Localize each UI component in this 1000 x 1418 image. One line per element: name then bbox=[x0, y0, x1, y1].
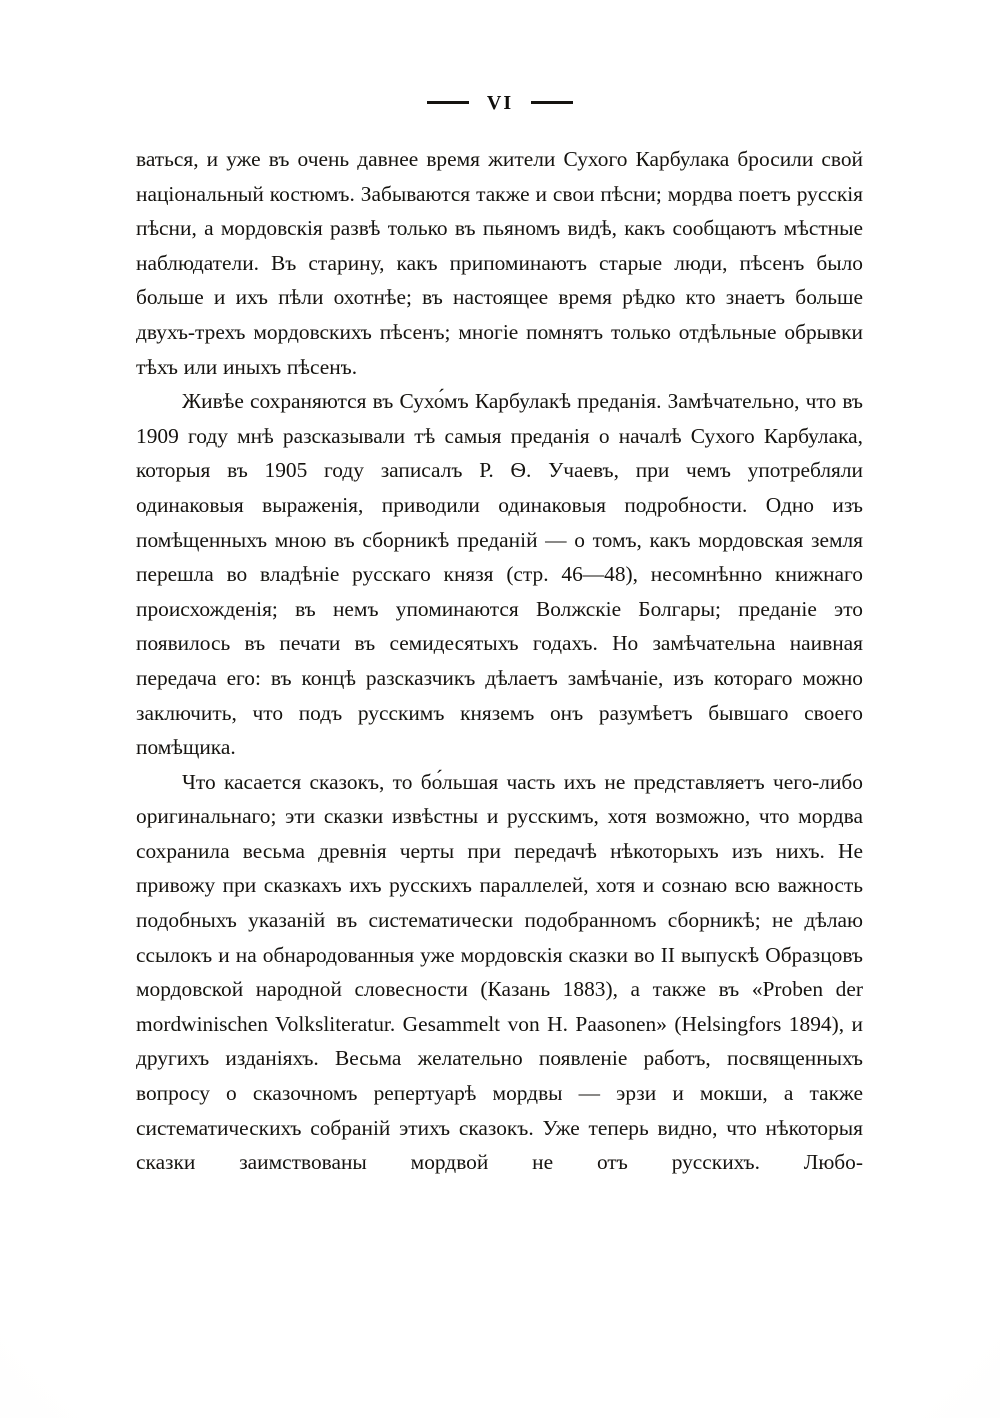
folio-rule-left bbox=[427, 101, 469, 104]
folio-rule-right bbox=[531, 101, 573, 104]
body-text-block bbox=[136, 142, 863, 1214]
body-paragraph-3: Что касается сказокъ, то бо́льшая часть ихъ не представляетъ чего-либо оригинальнаго; эти сказки извѣстны и русскимъ, хотя возможно, что мордва сохранила весьма древнія черты при передачѣ нѣкоторыхъ изъ нихъ. Не привожу при сказкахъ ихъ русскихъ параллелей, хотя и сознаю всю важность подобныхъ указаній въ систематически подобранномъ сборникѣ; не дѣлаю ссылокъ и на обнародованныя уже мордовскія сказки во II выпускѣ Образцовъ мордовской народной словесности (Казань 1883), а также въ «Proben der mordwinischen Volksliteratur. Gesammelt von H. Paasonen» (Helsingfors 1894), и другихъ изданіяхъ. Весьма желательно появленіе работъ, посвященныхъ вопросу о сказочномъ репертуарѣ мордвы — эрзи и мокши, а также систематическихъ собраній этихъ сказокъ. Уже теперь видно, что нѣкоторыя сказки заимствованы мордвой не отъ русскихъ. Любо- bbox=[136, 769, 863, 1175]
body-paragraph-1: ваться, и уже въ очень давнее время жители Сухого Карбулака бросили свой національный костюмъ. Забываются также и свои пѣсни; мордва поетъ русскія пѣсни, а мордовскія развѣ только въ пьяномъ видѣ, какъ сообщаютъ мѣстные наблюдатели. Въ старину, какъ припоминаютъ старые люди, пѣсенъ было больше и ихъ пѣли охотнѣе; въ настоящее время рѣдко кто знаетъ больше двухъ-трехъ мордовскихъ пѣсенъ; многіе помнятъ только отдѣльные обрывки тѣхъ или иныхъ пѣсенъ. bbox=[136, 147, 863, 379]
running-head-folio bbox=[0, 92, 1000, 115]
body-paragraph-2: Живѣе сохраняются въ Сухо́мъ Карбулакѣ преданія. Замѣчательно, что въ 1909 году мнѣ разсказывали тѣ самыя преданія о началѣ Сухого Карбулака, которыя въ 1905 году записалъ Р. Ѳ. Учаевъ, при чемъ употребляли одинаковыя выраженія, приводили одинаковыя подробности. Одно изъ помѣщенныхъ мною въ сборникѣ преданій — о томъ, какъ мордовская земля перешла во владѣніе русскаго князя (стр. 46—48), несомнѣнно книжнаго происхожденія; въ немъ упоминаются Волжскіе Болгары; преданіе это появилось въ печати въ семидесятыхъ годахъ. Но замѣчательна наивная передача его: въ концѣ разсказчикъ дѣлаетъ замѣчаніе, изъ котораго можно заключить, что подъ русскимъ княземъ онъ разумѣетъ бывшаго своего помѣщика. bbox=[136, 389, 863, 760]
folio-page-number: VI bbox=[486, 92, 514, 114]
